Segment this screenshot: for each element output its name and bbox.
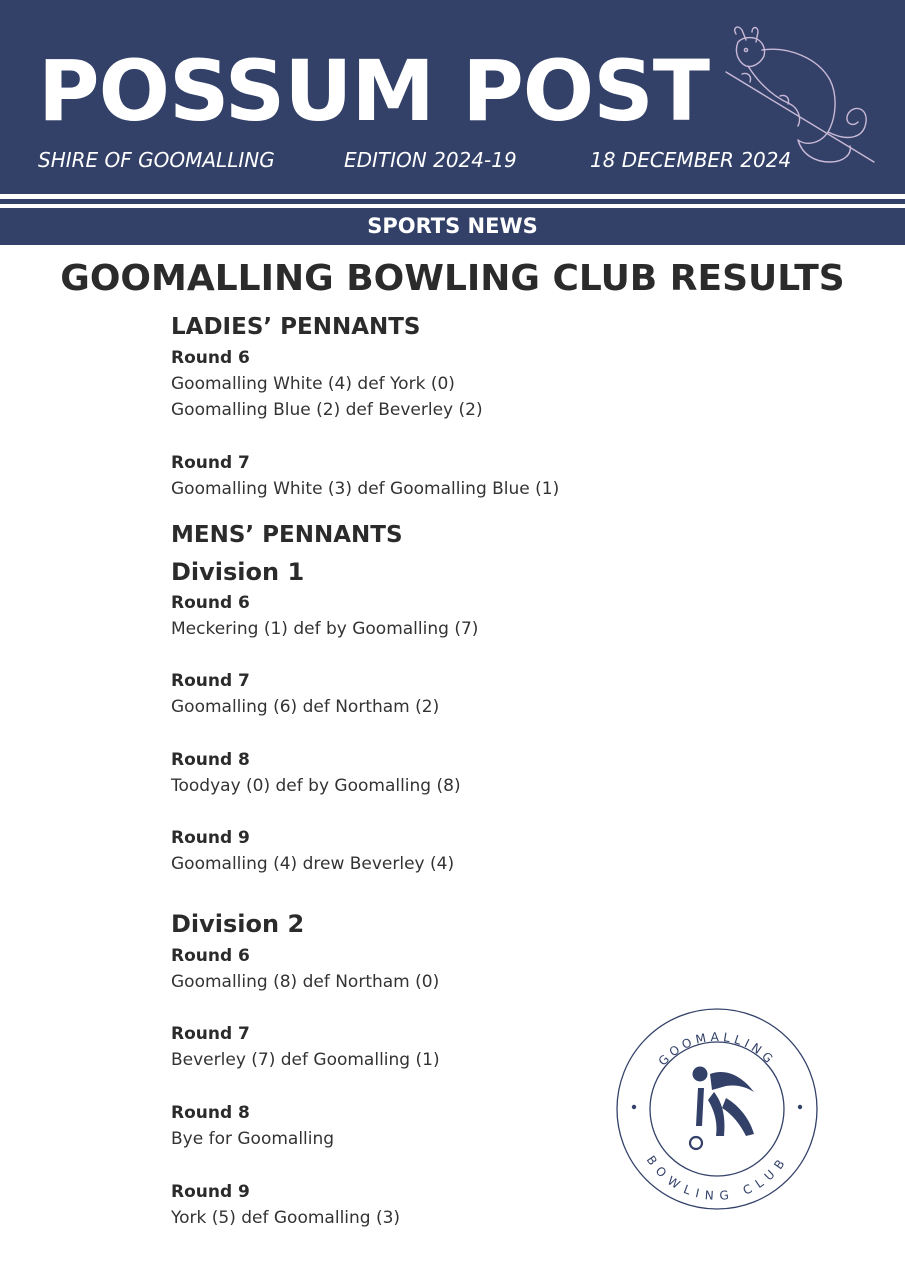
mens-heading: MENS’ PENNANTS xyxy=(171,522,403,548)
div2-round-label: Round 6 xyxy=(171,946,250,966)
club-logo-top-text: GOOMALLING xyxy=(655,1029,779,1069)
div1-result: Toodyay (0) def by Goomalling (8) xyxy=(171,776,461,796)
div2-round-label: Round 7 xyxy=(171,1024,250,1044)
club-logo-bottom-text: BOWLING CLUB xyxy=(643,1153,791,1204)
masthead-edition: EDITION 2024-19 xyxy=(344,148,517,172)
div2-result: York (5) def Goomalling (3) xyxy=(171,1208,401,1228)
ladies-result: Goomalling White (3) def Goomalling Blue (1) xyxy=(171,479,560,499)
ladies-result: Goomalling Blue (2) def Beverley (2) xyxy=(171,400,483,420)
div1-round-label: Round 8 xyxy=(171,750,250,770)
masthead-title: POSSUM POST xyxy=(38,42,710,140)
ladies-heading: LADIES’ PENNANTS xyxy=(171,314,421,340)
div1-result: Goomalling (4) drew Beverley (4) xyxy=(171,854,455,874)
section-banner: SPORTS NEWS xyxy=(0,208,905,245)
div1-round-label: Round 6 xyxy=(171,593,250,613)
ladies-round-label: Round 6 xyxy=(171,348,250,368)
division-2-heading: Division 2 xyxy=(171,910,305,938)
masthead-date: 18 DECEMBER 2024 xyxy=(590,148,792,172)
div1-result: Goomalling (6) def Northam (2) xyxy=(171,697,440,717)
masthead-shire: SHIRE OF GOOMALLING xyxy=(38,148,275,172)
bowling-club-logo xyxy=(614,1006,820,1212)
masthead xyxy=(0,0,905,194)
div1-round-label: Round 9 xyxy=(171,828,250,848)
division-1-heading: Division 1 xyxy=(171,558,305,586)
ladies-result: Goomalling White (4) def York (0) xyxy=(171,374,455,394)
div1-result: Meckering (1) def by Goomalling (7) xyxy=(171,619,479,639)
bowler-icon xyxy=(690,1067,754,1150)
div2-round-label: Round 8 xyxy=(171,1103,250,1123)
div2-round-label: Round 9 xyxy=(171,1182,250,1202)
possum-icon xyxy=(718,22,878,182)
div2-result: Beverley (7) def Goomalling (1) xyxy=(171,1050,440,1070)
div2-result: Goomalling (8) def Northam (0) xyxy=(171,972,440,992)
page-title: GOOMALLING BOWLING CLUB RESULTS xyxy=(60,258,845,299)
divider-rule xyxy=(0,199,905,204)
div1-round-label: Round 7 xyxy=(171,671,250,691)
ladies-round-label: Round 7 xyxy=(171,453,250,473)
div2-result: Bye for Goomalling xyxy=(171,1129,335,1149)
